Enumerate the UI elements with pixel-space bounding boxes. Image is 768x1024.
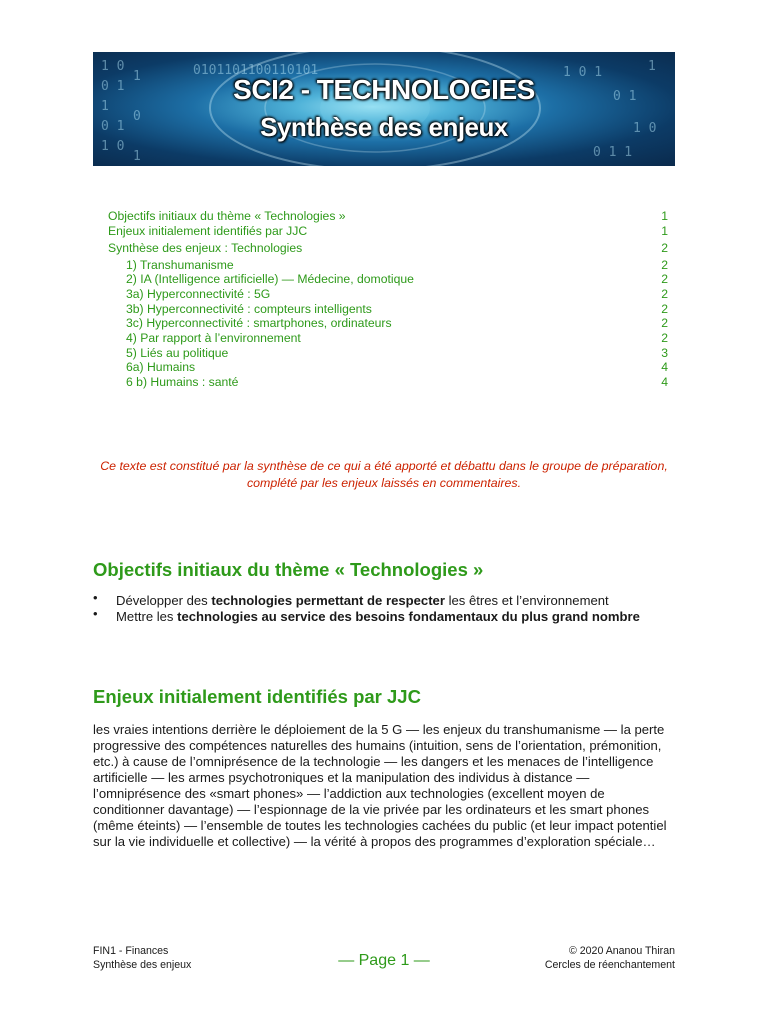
section-heading-objectifs: Objectifs initiaux du thème « Technologies » <box>93 559 484 580</box>
svg-text:0 1: 0 1 <box>101 119 125 134</box>
svg-text:1: 1 <box>101 99 109 114</box>
toc-page-number: 2 <box>661 331 668 346</box>
svg-text:0 1 1: 0 1 1 <box>593 145 633 160</box>
section-heading-enjeux: Enjeux initialement identifiés par JJC <box>93 686 421 707</box>
toc-page-number: 2 <box>661 287 668 302</box>
enjeux-paragraph: les vraies intentions derrière le déploiement de la 5 G — les enjeux du transhumanisme — la perte progressive des compétences naturelles des humains (intuition, sens de l’orientation, prémonition, etc.) à cause de l’omniprésence de la technologie — les dangers et les menaces de l’intelligence artificielle — les armes psychotroniques et la manipulation des individus à distance — l’omniprésence des «smart phones» — l’addiction aux technologies (excellent moyen de conditionner davantage) — l’espionnage de la vie privée par les ordinateurs et les smart phones (même éteints) — l’ensemble de toutes les technologies cachées du public (et leur impact potentiel sur la vie individuelle et collective) — la vérité à propos des programmes d’exploration spéciale… <box>93 722 667 849</box>
svg-text:0 1: 0 1 <box>613 89 637 104</box>
toc-subentry[interactable]: 1) Transhumanisme 2 <box>126 257 668 272</box>
svg-text:0101101100110101: 0101101100110101 <box>193 63 319 78</box>
toc-page-number: 4 <box>661 360 668 375</box>
svg-text:1: 1 <box>648 59 656 74</box>
toc-subentry[interactable]: 4) Par rapport à l’environnement 2 <box>126 331 668 346</box>
toc-subentry[interactable]: 3a) Hyperconnectivité : 5G 2 <box>126 287 668 302</box>
toc-subentry[interactable]: 3b) Hyperconnectivité : compteurs intelligents 2 <box>126 301 668 316</box>
toc-entry[interactable]: Synthèse des enjeux : Technologies 2 <box>108 240 668 255</box>
svg-text:1 0: 1 0 <box>633 121 657 136</box>
toc-page-number: 1 <box>661 209 668 223</box>
toc-entry[interactable]: Enjeux initialement identifiés par JJC 1 <box>108 223 668 238</box>
page-number: — Page 1 — <box>338 952 430 969</box>
toc-page-number: 4 <box>661 375 668 390</box>
toc-page-number: 2 <box>661 257 668 272</box>
svg-text:0 1: 0 1 <box>101 79 125 94</box>
toc-page-number: 2 <box>661 316 668 331</box>
footer-right: © 2020 Ananou Thiran Cercles de réenchantement <box>544 945 675 971</box>
svg-text:1 0: 1 0 <box>101 59 125 74</box>
banner-subtitle: Synthèse des enjeux <box>260 112 508 142</box>
toc-entry[interactable]: Objectifs initiaux du thème « Technologies » 1 <box>108 209 668 223</box>
svg-text:1 0 1: 1 0 1 <box>563 65 603 80</box>
footer-left: FIN1 - Finances Synthèse des enjeux <box>93 945 192 971</box>
toc-subentry[interactable]: 5) Liés au politique 3 <box>126 345 668 360</box>
svg-text:1: 1 <box>133 149 141 164</box>
header-banner-image <box>93 52 675 166</box>
banner-title: SCI2 - TECHNOLOGIES <box>233 74 535 105</box>
intro-note: Ce texte est constitué par la synthèse de ce qui a été apporté et débattu dans le groupe de préparation, complété par les enjeux laissés en commentaires. <box>100 459 668 490</box>
toc-page-number: 1 <box>661 223 668 238</box>
toc-subentry[interactable]: 2) IA (Intelligence artificielle) — Médecine, domotique 2 <box>126 272 668 287</box>
list-item: • Développer des technologies permettant de respecter les êtres et l’environnement <box>93 590 609 608</box>
svg-text:1 0: 1 0 <box>101 139 125 154</box>
svg-text:1: 1 <box>133 69 141 84</box>
toc-page-number: 2 <box>661 272 668 287</box>
toc-subentry[interactable]: 6 b) Humains : santé 4 <box>126 375 668 390</box>
toc-page-number: 2 <box>661 240 668 255</box>
toc-page-number: 3 <box>661 345 668 360</box>
toc-subentry[interactable]: 3c) Hyperconnectivité : smartphones, ordinateurs 2 <box>126 316 668 331</box>
table-of-contents <box>108 209 668 390</box>
banner-background <box>93 52 675 166</box>
toc-page-number: 2 <box>661 301 668 316</box>
bullet-icon: • <box>93 605 98 621</box>
bullet-icon: • <box>93 590 98 605</box>
list-item: • Mettre les technologies au service des besoins fondamentaux du plus grand nombre <box>93 605 640 624</box>
toc-subentry[interactable]: 6a) Humains 4 <box>126 360 668 375</box>
objectives-list <box>93 590 675 624</box>
svg-text:0: 0 <box>133 109 141 124</box>
